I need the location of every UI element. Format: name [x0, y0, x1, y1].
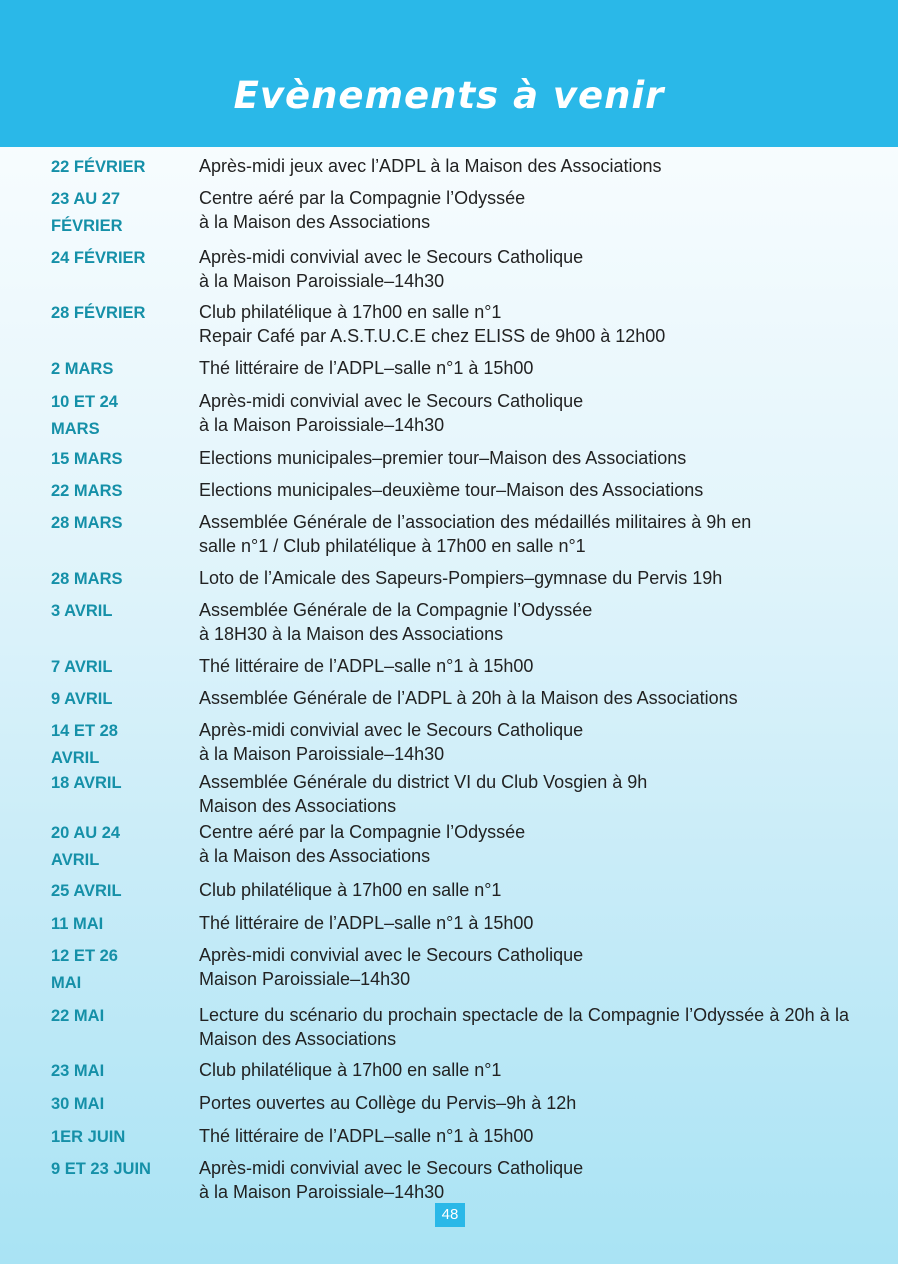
event-date: [51, 770, 191, 797]
event-date: [51, 186, 191, 240]
event-date: [51, 878, 191, 905]
event-date: [51, 943, 191, 997]
event-date-line: 28 MARS: [51, 570, 123, 588]
event-date-line: 3 AVRIL: [51, 602, 113, 620]
event-date-line: 30 MAI: [51, 1095, 105, 1113]
event-date: [51, 154, 191, 181]
event-date: [51, 446, 191, 473]
event-description-line: à 18H30 à la Maison des Associations: [199, 624, 504, 644]
event-date: [51, 389, 191, 443]
event-date: [51, 820, 191, 874]
event-description: [199, 245, 849, 293]
event-description-line: à la Maison Paroissiale–14h30: [199, 744, 445, 764]
event-description-line: Assemblée Générale de la Compagnie l’Odyssée: [199, 600, 593, 620]
event-description: [199, 686, 849, 710]
event-date-line: 23 AU 27: [51, 190, 121, 208]
event-date-line: 1ER JUIN: [51, 1128, 126, 1146]
event-date-line: 11 MAI: [51, 915, 104, 933]
event-description: [199, 510, 849, 558]
event-description-line: à la Maison Paroissiale–14h30: [199, 415, 445, 435]
event-date: [51, 300, 191, 327]
event-date-line: 9 AVRIL: [51, 690, 113, 708]
event-description: [199, 566, 849, 590]
event-description: [199, 718, 849, 766]
event-description: [199, 878, 849, 902]
event-date-line: 24 FÉVRIER: [51, 249, 146, 267]
event-description-line: Repair Café par A.S.T.U.C.E chez ELISS de 9h00 à 12h00: [199, 326, 666, 346]
event-description: [199, 446, 849, 470]
event-date-line: 28 FÉVRIER: [51, 304, 146, 322]
event-date: [51, 1058, 191, 1085]
event-description-line: Portes ouvertes au Collège du Pervis–9h à 12h: [199, 1093, 577, 1113]
event-date: [51, 718, 191, 772]
event-date: [51, 1091, 191, 1118]
event-date-line: 18 AVRIL: [51, 774, 122, 792]
event-description-line: Loto de l’Amicale des Sapeurs-Pompiers–gymnase du Pervis 19h: [199, 568, 723, 588]
event-description-line: Maison Paroissiale–14h30: [199, 969, 411, 989]
event-description: [199, 154, 849, 178]
event-date: [51, 478, 191, 505]
event-date-line: FÉVRIER: [51, 217, 123, 235]
event-date-line: 22 MARS: [51, 482, 123, 500]
event-date-line: 10 ET 24: [51, 393, 118, 411]
event-description: [199, 943, 849, 991]
event-date: [51, 1124, 191, 1151]
event-description-line: Club philatélique à 17h00 en salle n°1: [199, 302, 502, 322]
event-date-line: 28 MARS: [51, 514, 123, 532]
event-date-line: 14 ET 28: [51, 722, 118, 740]
event-description: [199, 356, 849, 380]
event-description-line: Après-midi convivial avec le Secours Catholique: [199, 1158, 584, 1178]
event-description: [199, 770, 849, 818]
event-date-line: AVRIL: [51, 749, 100, 767]
event-description-line: Après-midi convivial avec le Secours Catholique: [199, 945, 584, 965]
event-description-line: Thé littéraire de l’ADPL–salle n°1 à 15h00: [199, 358, 534, 378]
event-date-line: 22 MAI: [51, 1007, 105, 1025]
event-description: [199, 389, 849, 437]
event-date-line: 25 AVRIL: [51, 882, 122, 900]
event-date: [51, 598, 191, 625]
event-description-line: Maison des Associations: [199, 796, 397, 816]
event-date: [51, 654, 191, 681]
event-date: [51, 911, 191, 938]
event-description-line: Club philatélique à 17h00 en salle n°1: [199, 1060, 502, 1080]
event-date-line: MAI: [51, 974, 82, 992]
event-description: [199, 1124, 849, 1148]
event-date-line: 23 MAI: [51, 1062, 105, 1080]
event-description: [199, 1058, 849, 1082]
event-description-line: Assemblée Générale du district VI du Club Vosgien à 9h: [199, 772, 648, 792]
event-date: [51, 686, 191, 713]
event-description-line: à la Maison Paroissiale–14h30: [199, 1182, 445, 1202]
event-description: [199, 820, 849, 868]
event-description-line: à la Maison des Associations: [199, 846, 431, 866]
event-description-line: Après-midi convivial avec le Secours Catholique: [199, 720, 584, 740]
event-date-line: 15 MARS: [51, 450, 123, 468]
event-description: [199, 186, 849, 234]
event-date-line: 7 AVRIL: [51, 658, 113, 676]
event-date: [51, 510, 191, 537]
event-description: [199, 478, 849, 502]
event-description-line: Après-midi convivial avec le Secours Catholique: [199, 247, 584, 267]
event-date: [51, 1156, 191, 1183]
event-date-line: 2 MARS: [51, 360, 114, 378]
event-description-line: à la Maison des Associations: [199, 212, 431, 232]
event-description-line: salle n°1 / Club philatélique à 17h00 en salle n°1: [199, 536, 586, 556]
event-description-line: Après-midi convivial avec le Secours Catholique: [199, 391, 584, 411]
event-description-line: Lecture du scénario du prochain spectacle de la Compagnie l’Odyssée à 20h à la Maison des Associations: [199, 1005, 849, 1049]
event-description: [199, 911, 849, 935]
event-description: [199, 1091, 849, 1115]
event-description-line: Après-midi jeux avec l’ADPL à la Maison des Associations: [199, 156, 662, 176]
event-date-line: 9 ET 23 JUIN: [51, 1160, 151, 1178]
event-description-line: Thé littéraire de l’ADPL–salle n°1 à 15h00: [199, 656, 534, 676]
event-description-line: Thé littéraire de l’ADPL–salle n°1 à 15h00: [199, 1126, 534, 1146]
event-date-line: AVRIL: [51, 851, 100, 869]
event-date: [51, 245, 191, 272]
event-description-line: Assemblée Générale de l’ADPL à 20h à la Maison des Associations: [199, 688, 738, 708]
event-description-line: Club philatélique à 17h00 en salle n°1: [199, 880, 502, 900]
event-description-line: Elections municipales–deuxième tour–Maison des Associations: [199, 480, 704, 500]
event-date-line: 22 FÉVRIER: [51, 158, 146, 176]
page-title: Evènements à venir: [233, 74, 665, 117]
event-description-line: Centre aéré par la Compagnie l’Odyssée: [199, 822, 526, 842]
event-description: [199, 598, 849, 646]
event-date-line: 20 AU 24: [51, 824, 121, 842]
event-date-line: 12 ET 26: [51, 947, 118, 965]
event-date-line: MARS: [51, 420, 100, 438]
event-description: [199, 1156, 849, 1204]
event-description-line: Centre aéré par la Compagnie l’Odyssée: [199, 188, 526, 208]
event-date: [51, 1003, 191, 1030]
event-description: [199, 654, 849, 678]
event-date: [51, 356, 191, 383]
event-description-line: à la Maison Paroissiale–14h30: [199, 271, 445, 291]
event-date: [51, 566, 191, 593]
page-number: 48: [435, 1203, 465, 1227]
event-description-line: Assemblée Générale de l’association des médaillés militaires à 9h en: [199, 512, 752, 532]
event-description: [199, 1003, 849, 1051]
event-description-line: Elections municipales–premier tour–Maison des Associations: [199, 448, 687, 468]
event-description: [199, 300, 849, 348]
event-description-line: Thé littéraire de l’ADPL–salle n°1 à 15h00: [199, 913, 534, 933]
